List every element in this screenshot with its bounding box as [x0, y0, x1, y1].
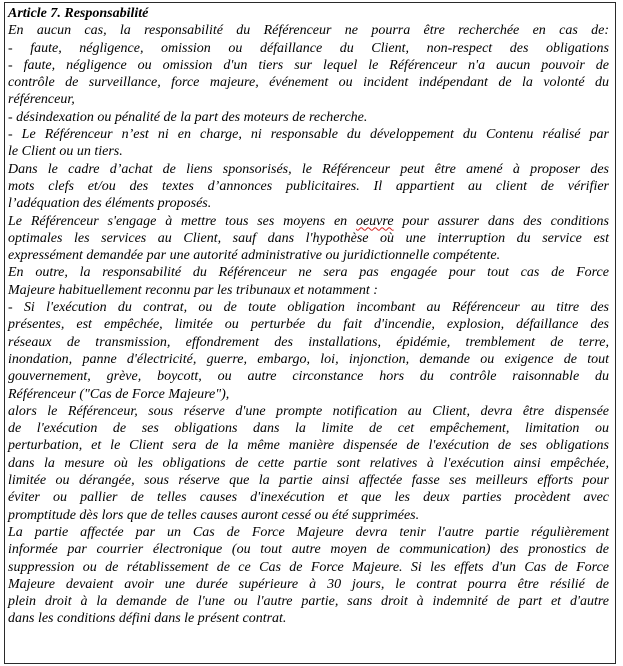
text-line: référenceur, — [8, 92, 75, 108]
article-title: Article 7. Responsabilité — [8, 6, 149, 21]
text-line: expressément demandée par une autorité administrative ou juridictionnelle compétente. — [8, 248, 501, 264]
text-line: Dans le cadre d’achat de liens sponsorisés, le Référenceur peut être amené à proposer des — [8, 161, 609, 177]
text-segment: Le Référenceur s'engage à mettre tous ses moyens en — [8, 213, 356, 229]
text-line: Majeure devaient avoir une durée supérieure à 30 jours, le contrat pourra être résilié de — [8, 576, 609, 592]
text-line: gouvernement, grève, boycott, ou autre circonstance hors du contrôle raisonnable du — [8, 369, 609, 385]
text-line: Référenceur ("Cas de Force Majeure"), — [8, 386, 230, 402]
text-line: le Client ou un tiers. — [8, 144, 123, 160]
text-line: - désindexation ou pénalité de la part des moteurs de recherche. — [8, 109, 368, 125]
text-line: limitée ou dérangée, sous réserve que la partie ainsi affectée fasse ses meilleurs efforts pour — [8, 473, 609, 489]
text-line: dans les conditions défini dans le présent contrat. — [8, 611, 287, 627]
text-line: - Le Référenceur n’est ni en charge, ni responsable du développement du Contenu réalisé par — [8, 127, 609, 143]
article-text-box — [4, 2, 616, 664]
text-line: La partie affectée par un Cas de Force Majeure devra tenir l'autre partie régulièrement — [8, 524, 609, 540]
text-line: alors le Référenceur, sous réserve d'une prompte notification au Client, devra être dispensée — [8, 403, 609, 419]
text-line: optimales les services au Client, sauf dans l'hypothèse où une interruption du service est — [8, 230, 609, 246]
text-line: Majeure habituellement reconnu par les tribunaux et notamment : — [8, 282, 378, 298]
text-line: inondation, panne d'électricité, guerre, embargo, loi, injonction, demande ou exigence de tout — [8, 351, 609, 367]
text-line-with-spellcheck — [8, 213, 609, 230]
text-line: - Si l'exécution du contrat, ou de toute obligation incombant au Référenceur au titre des — [8, 300, 609, 316]
text-line: présentes, est empêchée, limitée ou perturbée du fait d'incendie, explosion, défaillance des — [8, 317, 609, 333]
spellcheck-flagged-word[interactable]: oeuvre — [355, 213, 394, 229]
text-line: informée par courrier électronique (ou tout autre moyen de communication) des pronostics de — [8, 542, 609, 558]
text-line: En aucun cas, la responsabilité du Référenceur ne pourra être recherchée en cas de: — [8, 23, 609, 39]
text-line: suppression ou de rétablissement de ce Cas de Force Majeure. Si les effets d'un Cas de Force — [8, 559, 609, 575]
text-line: contrôle de surveillance, force majeure, événement ou incident indépendant de la volonté du — [8, 75, 609, 91]
text-line: réseaux de transmission, effondrement des installations, épidémie, tremblement de terre, — [8, 334, 609, 350]
text-line: mots clefs et/ou des textes d’annonces publicitaires. Il appartient au client de vérifier — [8, 178, 609, 194]
text-line: - faute, négligence ou omission d'un tiers sur lequel le Référenceur n'a aucun pouvoir de — [8, 57, 609, 73]
text-line: perturbation, et le Client sera de la même manière dispensée de l'exécution de ses obligations — [8, 438, 609, 454]
text-line: promptitude dès lors que de telles causes auront cessé ou été supprimées. — [8, 507, 420, 523]
text-segment: pour assurer dans des conditions — [393, 213, 609, 229]
text-line: de l'exécution de ses obligations dans la limite de cet empêchement, limitation ou — [8, 421, 609, 437]
text-line: dans la mesure où les obligations de cette partie sont relatives à l'exécution ainsi empêchée, — [8, 455, 609, 471]
text-line: plein droit à la demande de l'une ou l'autre partie, sans droit à indemnité de part et d'autre — [8, 594, 609, 610]
text-line: En outre, la responsabilité du Référenceur ne sera pas engagée pour tout cas de Force — [8, 265, 609, 281]
text-line: - faute, négligence, omission ou défaillance du Client, non-respect des obligations — [8, 40, 609, 56]
text-line: éviter ou pallier de telles causes d'inexécution et que les deux parties procèdent avec — [8, 490, 609, 506]
text-line: l’adéquation des éléments proposés. — [8, 196, 212, 212]
